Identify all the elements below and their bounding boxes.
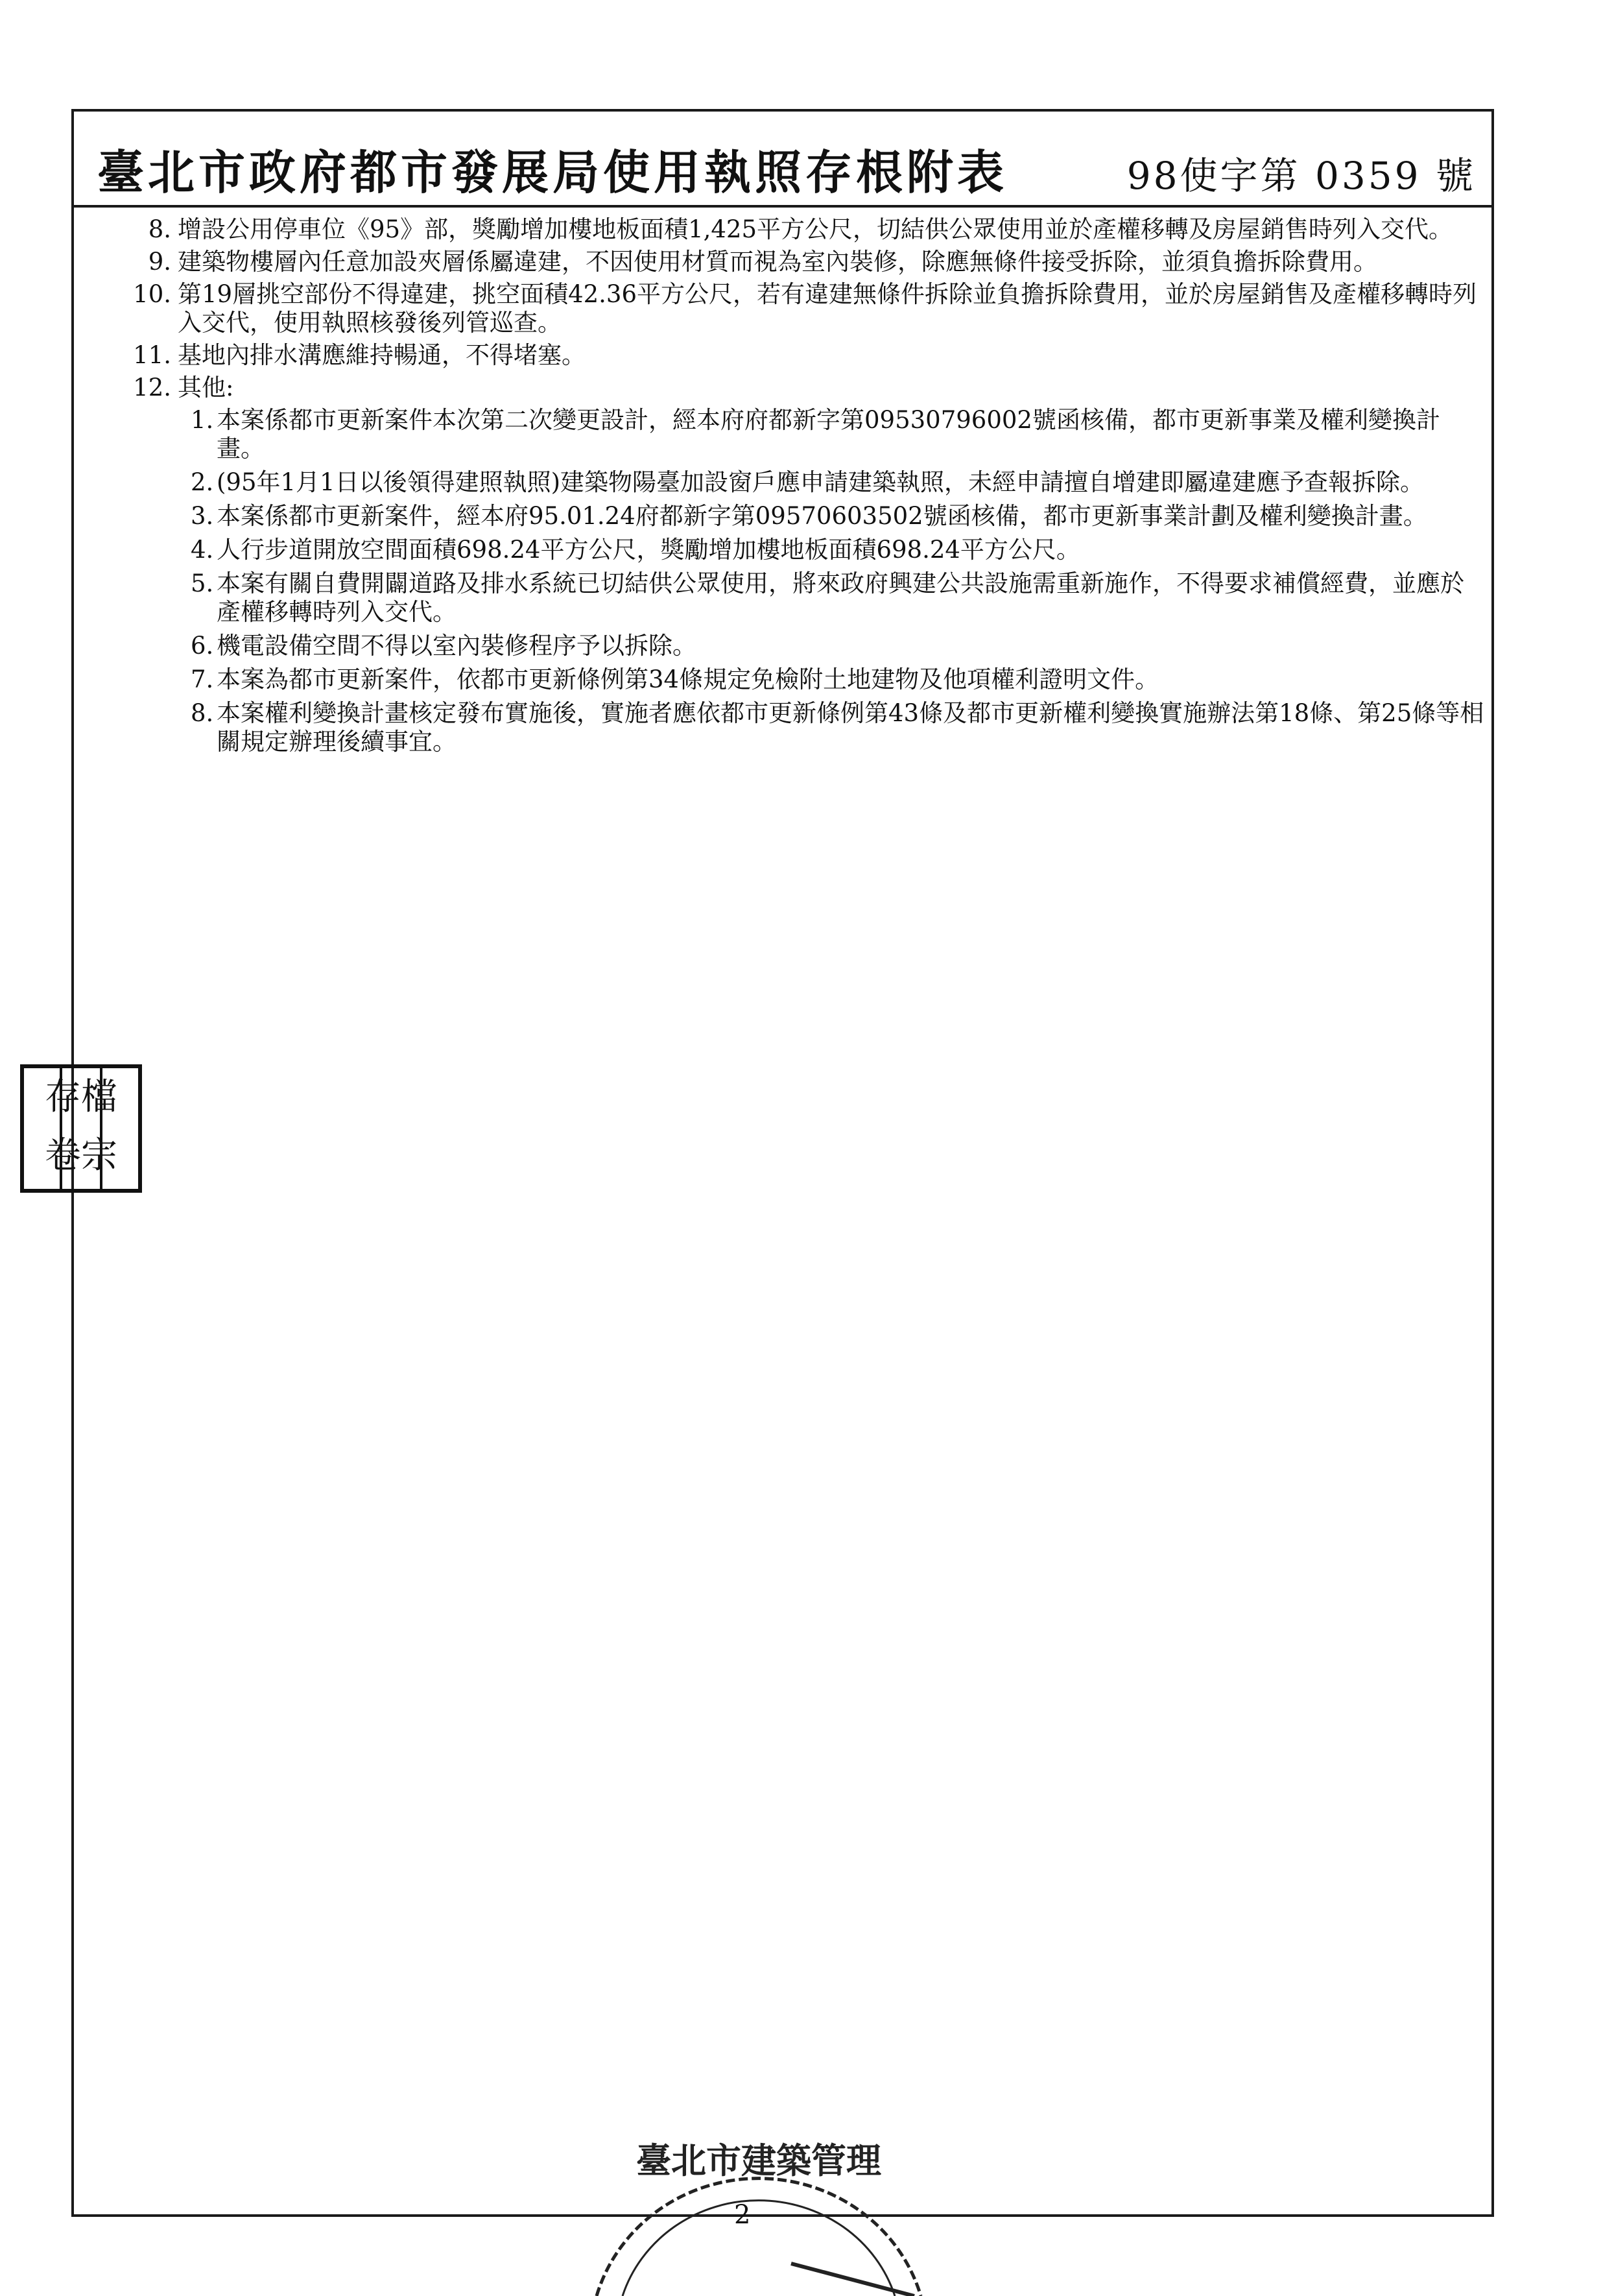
- sub-item-text: 本案係都市更新案件，經本府95.01.24府都新字第09570603502號函核備，都市更新事業計劃及權利變換計畫。: [217, 502, 1427, 530]
- item-text: 第19層挑空部份不得違建，挑空面積42.36平方公尺，若有違建無條件拆除並負擔拆除費用，並於房屋銷售及產權移轉時列入交代，使用執照核發後列管巡查。: [178, 280, 1477, 337]
- sub-list-item: [93, 406, 1488, 463]
- official-seal: [577, 2101, 940, 2296]
- sub-item-text: 本案為都市更新案件，依都市更新條例第34條規定免檢附土地建物及他項權利證明文件。: [217, 665, 1159, 693]
- sub-item-number: 2.: [191, 468, 214, 496]
- sub-item-text: 機電設備空間不得以室內裝修程序予以拆除。: [217, 632, 696, 660]
- sub-item-number: 7.: [191, 665, 214, 693]
- permit-number: 98使字第 0359 號: [1126, 154, 1476, 198]
- item-text: 基地內排水溝應維持暢通，不得堵塞。: [178, 341, 586, 369]
- list-item: [93, 280, 1488, 337]
- sub-item-text: 本案有關自費開闢道路及排水系統已切結供公眾使用，將來政府興建公共設施需重新施作，不得要求補償經費，並應於產權移轉時列入交代。: [217, 569, 1464, 626]
- sub-list-item: [93, 468, 1488, 497]
- sub-list-item: [93, 569, 1488, 627]
- sub-item-text: 本案權利變換計畫核定發布實施後，實施者應依都市更新條例第43條及都市更新權利變換實施辦法第18條、第25條等相關規定辦理後續事宜。: [217, 699, 1484, 756]
- item-text: 建築物樓層內任意加設夾層係屬違建，不因使用材質而視為室內裝修，除應無條件接受拆除，並須負擔拆除費用。: [178, 248, 1377, 276]
- sub-list-item: [93, 502, 1488, 531]
- svg-text:卷宗: 卷宗: [45, 1134, 117, 1177]
- sub-item-text: 人行步道開放空間面積698.24平方公尺，獎勵增加樓地板面積698.24平方公尺。: [217, 536, 1080, 564]
- item-number: 12.: [133, 374, 171, 401]
- sub-list-item: [93, 699, 1488, 756]
- conditions-list: [93, 215, 1488, 761]
- svg-text:臺北市建築管理: 臺北市建築管理: [636, 2140, 881, 2181]
- sub-list-item: [93, 665, 1488, 694]
- item-number: 8.: [148, 215, 171, 243]
- document-title: 臺北市政府都市發展局使用執照存根附表: [97, 145, 1008, 200]
- item-text: 增設公用停車位《95》部，獎勵增加樓地板面積1,425平方公尺，切結供公眾使用並於產權移轉及房屋銷售時列入交代。: [178, 215, 1453, 243]
- svg-text:存檔: 存檔: [45, 1076, 117, 1118]
- document-frame: [71, 109, 1494, 2217]
- sub-item-number: 1.: [191, 406, 214, 434]
- sub-item-number: 6.: [191, 632, 214, 660]
- page-number: 2: [734, 2200, 751, 2230]
- item-number: 10.: [133, 280, 171, 308]
- sub-item-text: (95年1月1日以後領得建照執照)建築物陽臺加設窗戶應申請建築執照，未經申請擅自增建即屬違建應予查報拆除。: [217, 468, 1425, 496]
- sub-list-item: [93, 536, 1488, 564]
- sub-item-number: 8.: [191, 699, 214, 727]
- item-number: 11.: [133, 341, 171, 369]
- sub-item-number: 4.: [191, 536, 214, 564]
- archive-stamp: [19, 1064, 143, 1193]
- title-bar: [74, 112, 1491, 208]
- list-item: [93, 341, 1488, 370]
- item-text: 其他:: [178, 374, 234, 401]
- item-number: 9.: [148, 248, 171, 276]
- sub-item-number: 5.: [191, 569, 214, 597]
- sub-item-text: 本案係都市更新案件本次第二次變更設計，經本府府都新字第09530796002號函核備，都市更新事業及權利變換計畫。: [217, 406, 1440, 462]
- sub-list-item: [93, 632, 1488, 660]
- sub-item-number: 3.: [191, 502, 214, 530]
- list-item: [93, 215, 1488, 244]
- list-item: [93, 374, 1488, 402]
- list-item: [93, 248, 1488, 276]
